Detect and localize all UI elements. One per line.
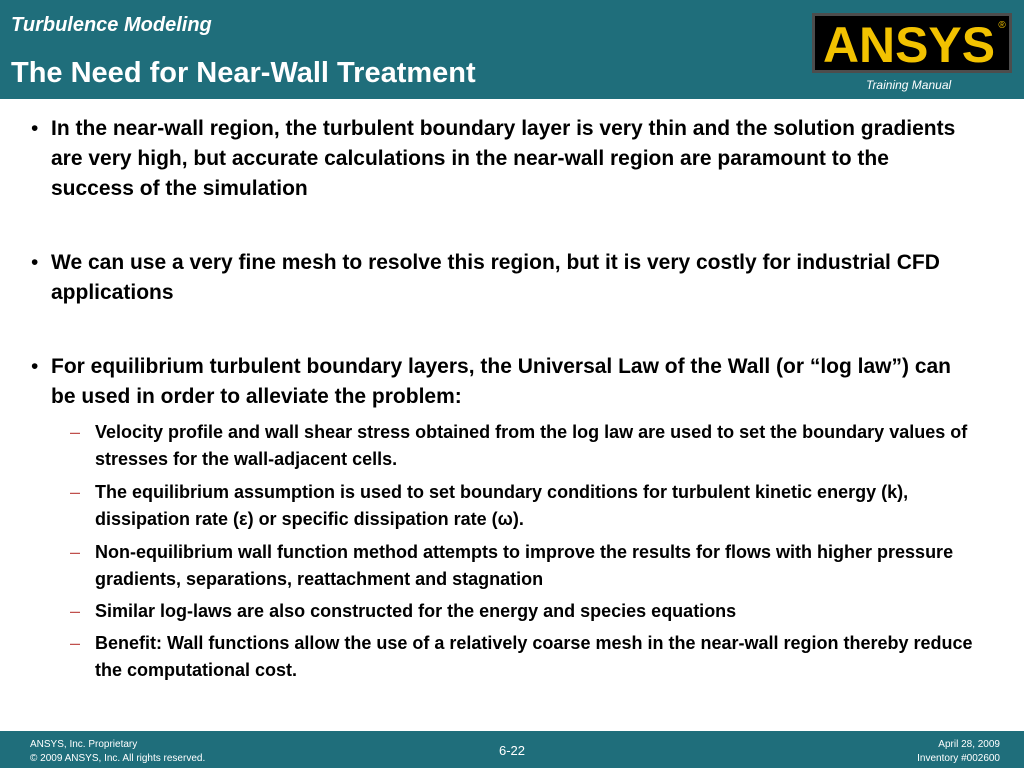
dash-icon: – (70, 542, 81, 562)
ansys-logo (812, 13, 1012, 73)
dash-icon: – (70, 633, 81, 653)
section-subtitle: Turbulence Modeling (11, 14, 212, 36)
inventory-label: Inventory #002600 (917, 753, 1000, 764)
dash-icon: – (70, 422, 81, 442)
bullet-text: We can use a very fine mesh to resolve this region, but it is very costly for industrial CFD applications (51, 251, 940, 304)
bullet-text: For equilibrium turbulent boundary layers, the Universal Law of the Wall (or “log law”) can be used in order to alleviate the problem: (51, 355, 952, 408)
subbullet-item (70, 539, 1000, 593)
bullet-item (31, 352, 971, 412)
logo-text: ANSYS (823, 17, 995, 70)
subbullet-item (70, 630, 1000, 684)
subbullet-text: Non-equilibrium wall function method attempts to improve the results for flows with higher pressure gradients, separations, reattachment and stagnation (95, 542, 954, 589)
bullet-icon: • (31, 355, 39, 378)
copyright-label: © 2009 ANSYS, Inc. All rights reserved. (30, 753, 206, 764)
subbullet-item (70, 419, 1000, 473)
footer-right (917, 738, 1000, 766)
bullet-icon: • (31, 251, 39, 274)
subbullet-text: Benefit: Wall functions allow the use of a relatively coarse mesh in the near-wall region thereby reduce the computational cost. (95, 633, 973, 680)
slide-title: The Need for Near-Wall Treatment (11, 57, 476, 89)
proprietary-label: ANSYS, Inc. Proprietary (30, 739, 138, 750)
bullet-text: In the near-wall region, the turbulent boundary layer is very thin and the solution gradients are very high, but accurate calculations in the near-wall region are paramount to the success of the simulation (51, 117, 956, 200)
slide-header (0, 0, 1024, 99)
subbullet-text: Similar log-laws are also constructed for the energy and species equations (95, 601, 737, 621)
dash-icon: – (70, 482, 81, 502)
bullet-item (31, 248, 971, 308)
subbullet-text: Velocity profile and wall shear stress obtained from the log law are used to set the boundary values of stresses for the wall-adjacent cells. (95, 422, 968, 469)
training-manual-label: Training Manual (866, 78, 952, 92)
subbullet-item (70, 479, 1000, 533)
date-label: April 28, 2009 (938, 739, 1000, 750)
bullet-icon: • (31, 117, 39, 140)
subbullet-item (70, 598, 1000, 625)
subbullet-text: The equilibrium assumption is used to set boundary conditions for turbulent kinetic energy (k), dissipation rate (ε) or specific dissipation rate (ω). (95, 482, 909, 529)
registered-mark: ® (998, 20, 1006, 31)
page-number: 6-22 (498, 743, 526, 758)
dash-icon: – (70, 601, 81, 621)
slide-footer (0, 731, 1024, 768)
bullet-item (31, 114, 971, 204)
